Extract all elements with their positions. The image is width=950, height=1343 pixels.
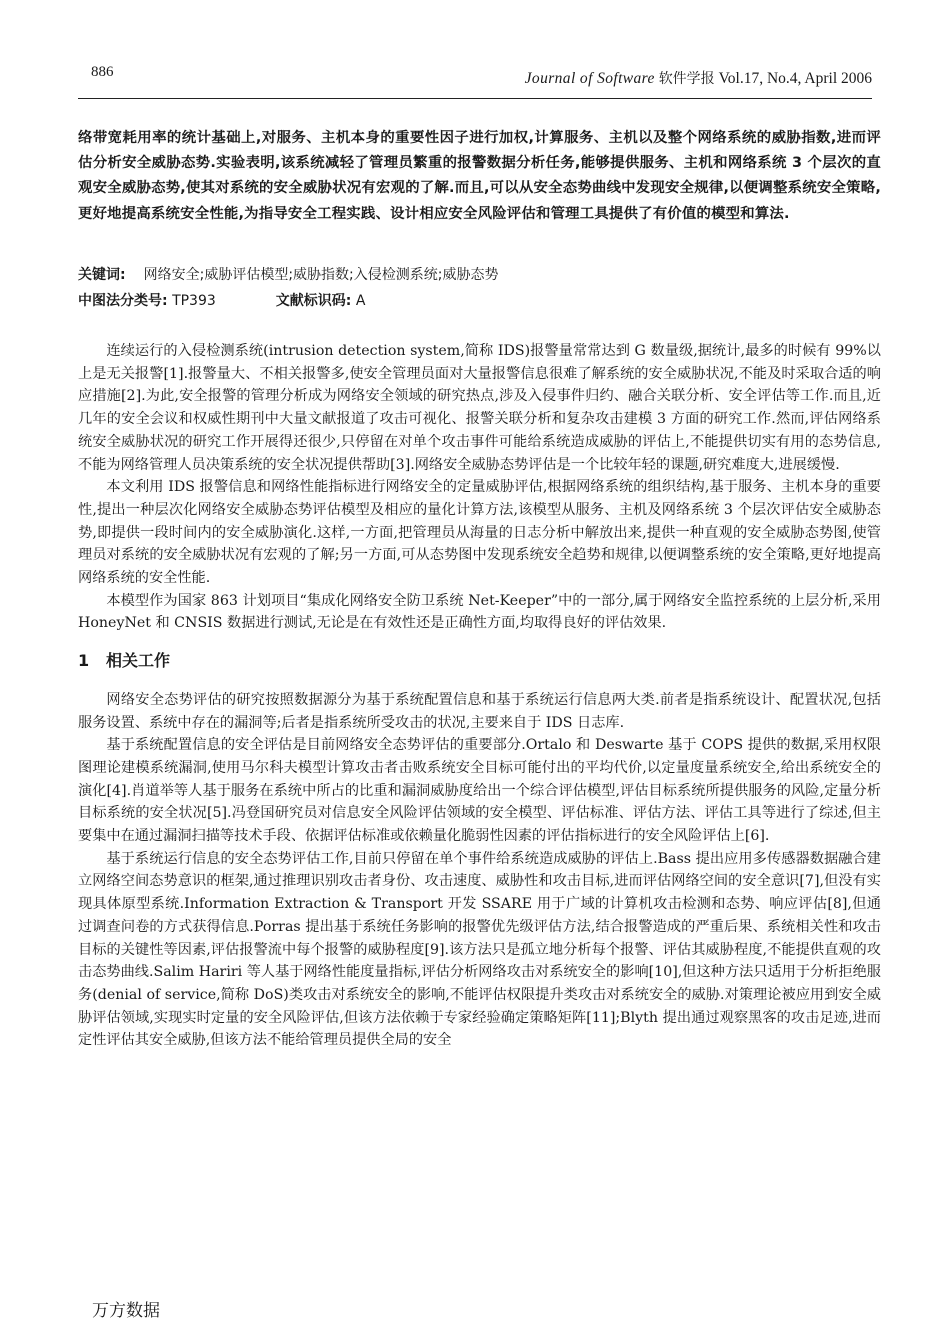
clc-value: TP393 [172, 293, 216, 309]
keywords-line [78, 262, 881, 288]
section-paragraph-1: 网络安全态势评估的研究按照数据源分为基于系统配置信息和基于系统运行信息两大类.前者是指系统设计、配置状况,包括服务设置、系统中存在的漏洞等;后者是指系统所受攻击的状况,主要来自于 IDS 日志库. [78, 691, 881, 731]
volume-info: Vol.17, No.4, April 2006 [718, 70, 872, 87]
intro-paragraph-2: 本文利用 IDS 报警信息和网络性能指标进行网络安全的定量威胁评估,根据网络系统的组织结构,基于服务、主机本身的重要性,提出一种层次化网络安全威胁态势评估模型及相应的量化计算方法,该模型从服务、主机及网络系统 3 个层次评估安全威胁态势,即提供一段时间内的安全威胁演化.这样,一方面,把管理员从海量的日志分析中解放出来,提供一种直观的安全威胁态势图,使管理员对系统的安全威胁状况有宏观的了解;另一方面,可从态势图中发现系统安全趋势和规律,以便调整系统的安全策略,更好地提高网络系统的安全性能. [78, 479, 881, 587]
doc-code-value: A [355, 293, 366, 309]
intro-paragraph-3: 本模型作为国家 863 计划项目“集成化网络安全防卫系统 Net-Keeper”中的一部分,属于网络安全监控系统的上层分析,采用 HoneyNet 和 CNSIS 数据进行测试,无论是在有效性还是正确性方面,均取得良好的评估效果. [78, 592, 881, 632]
header-rule [78, 98, 872, 99]
classification-line [78, 288, 881, 314]
keywords-label: 关键词: [78, 267, 126, 283]
journal-name-cn: 软件学报 [658, 71, 715, 87]
keywords-block [78, 262, 881, 314]
keywords-text: 网络安全;威胁评估模型;威胁指数;入侵检测系统;威胁态势 [143, 267, 499, 283]
running-header [525, 68, 872, 88]
body-text [78, 340, 881, 1052]
section-paragraph-2: 基于系统配置信息的安全评估是目前网络安全态势评估的重要部分.Ortalo 和 Deswarte 基于 COPS 提供的数据,采用权限图理论建模系统漏洞,使用马尔科夫模型计算攻击者击败系统安全目标可能付出的平均代价,以定量度量系统安全,给出系统安全的演化[4].肖道举等人基于服务在系统中所占的比重和漏洞威胁度给出一个综合评估模型,评估目标系统所提供服务的风险,定量分析目标系统的安全状况[5].冯登国研究员对信息安全风险评估领域的安全模型、评估标准、评估方法、评估工具等进行了综述,但主要集中在通过漏洞扫描等技术手段、依据评估标准或依赖量化脆弱性因素的评估指标进行的安全风险评估上[6]. [78, 737, 881, 845]
page-number: 886 [91, 64, 114, 80]
clc-label: 中图法分类号: [78, 293, 168, 309]
journal-name: Journal of Software [524, 70, 655, 87]
abstract-continued: 络带宽耗用率的统计基础上,对服务、主机本身的重要性因子进行加权,计算服务、主机以及整个网络系统的威胁指数,进而评估分析安全威胁态势.实验表明,该系统减轻了管理员繁重的报警数据分析任务,能够提供服务、主机和网络系统 3 个层次的直观安全威胁态势,使其对系统的安全威胁状况有宏观的了解.而且,可以从安全态势曲线中发现安全规律,以便调整系统安全策略,更好地提高系统安全性能,为指导安全工程实践、设计相应安全风险评估和管理工具提供了有价值的模型和算法. [78, 130, 881, 222]
intro-paragraph-1: 连续运行的入侵检测系统(intrusion detection system,简称 IDS)报警量常常达到 G 数量级,据统计,最多的时候有 99%以上是无关报警[1].报警量大、不相关报警多,使安全管理员面对大量报警信息很难了解系统的安全威胁状况,不能及时采取合适的响应措施[2].为此,安全报警的管理分析成为网络安全领域的研究热点,涉及入侵事件归约、融合关联分析、安全评估等工作.而且,近几年的安全会议和权威性期刊中大量文献报道了攻击可视化、报警关联分析和复杂攻击建模 3 方面的研究工作.然而,评估网络系统安全威胁状况的研究工作开展得还很少,只停留在对单个攻击事件可能给系统造成威胁的评估上,不能提供切实有用的态势信息,不能为网络管理人员决策系统的安全状况提供帮助[3].网络安全威胁态势评估是一个比较年轻的课题,研究难度大,进展缓慢. [78, 343, 881, 473]
watermark: 万方数据 [92, 1301, 160, 1321]
section-paragraph-3: 基于系统运行信息的安全态势评估工作,目前只停留在单个事件给系统造成威胁的评估上.Bass 提出应用多传感器数据融合建立网络空间态势意识的框架,通过推理识别攻击者身份、攻击速度、威胁性和攻击目标,进而评估网络空间的安全意识[7],但没有实现具体原型系统.Information Extraction & Transport 开发 SSARE 用于广域的计算机攻击检测和态势、响应评估[8],但通过调查问卷的方式获得信息.Porras 提出基于系统任务影响的报警优先级评估方法,结合报警造成的严重后果、系统相关性和攻击目标的关键性等因素,评估报警流中每个报警的威胁程度[9].该方法只是孤立地分析每个报警、评估其威胁程度,不能提供直观的攻击态势曲线.Salim Hariri 等人基于网络性能度量指标,评估分析网络攻击对系统安全的影响[10],但这种方法只适用于分析拒绝服务(denial of service,简称 DoS)类攻击对系统安全的影响,不能评估权限提升类攻击对系统安全的威胁.对策理论被应用到安全威胁评估领域,实现实时定量的安全风险评估,但该方法依赖于专家经验确定策略矩阵[11];Blyth 提出通过观察黑客的攻击足迹,进而定性评估其安全威胁,但该方法不能给管理员提供全局的安全 [78, 850, 881, 1049]
doc-code-label: 文献标识码: [275, 293, 352, 309]
section-title: 相关工作 [106, 651, 171, 671]
section-heading [78, 650, 881, 673]
section-number: 1 [78, 651, 90, 671]
